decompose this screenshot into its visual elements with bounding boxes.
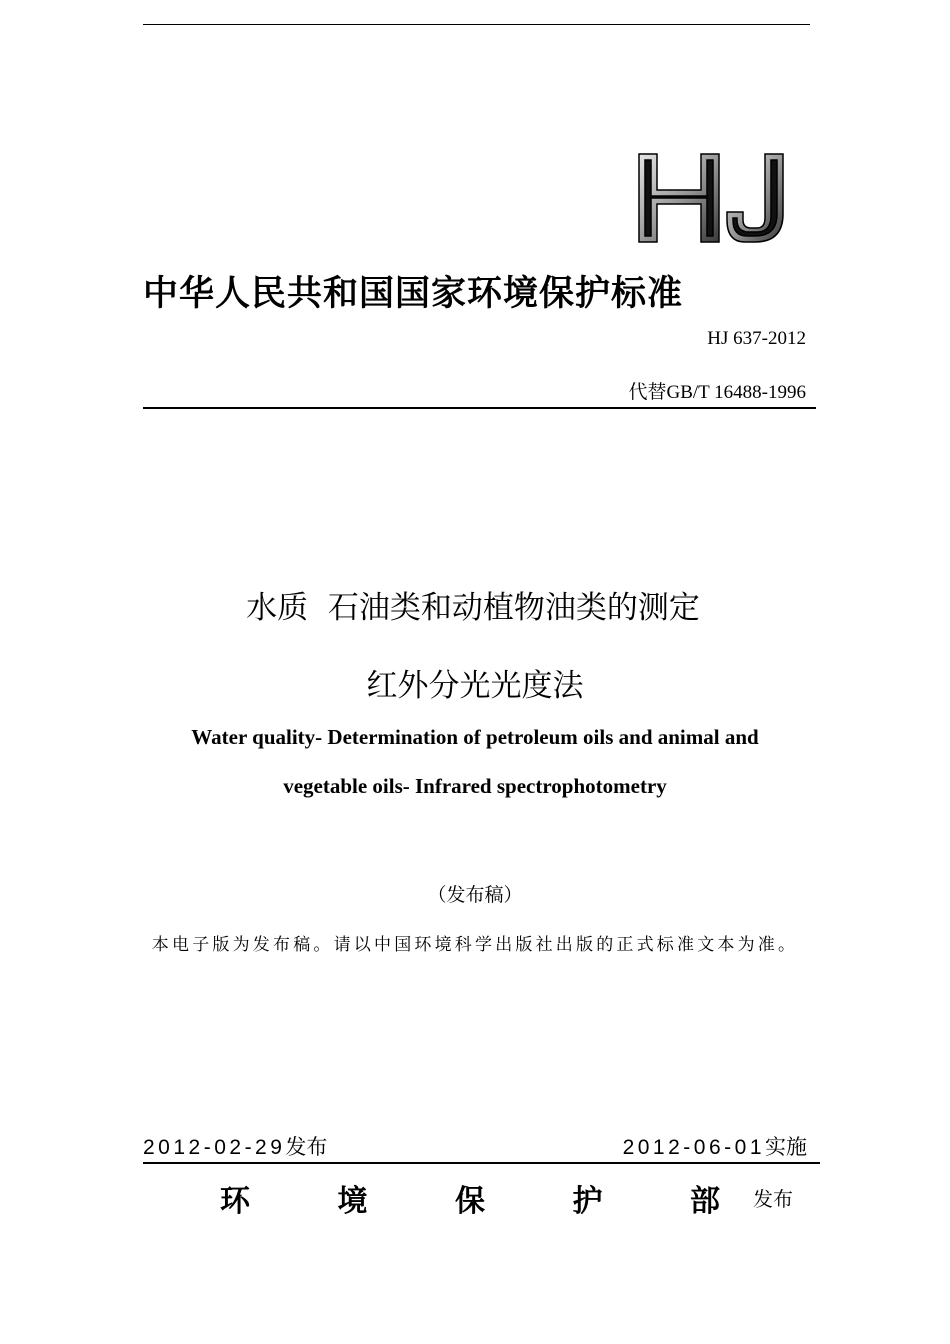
chinese-title-line-2: 红外分光光度法 xyxy=(366,668,584,704)
implementation-date-suffix: 实施 xyxy=(765,1135,807,1159)
chinese-title-line-1: 水质 石油类和动植物油类的测定 xyxy=(246,590,700,626)
implementation-date-value: 2012-06-01 xyxy=(622,1136,765,1159)
top-rule xyxy=(143,24,810,25)
implementation-date xyxy=(623,1131,807,1161)
edition-note: 本电子版为发布稿。请以中国环境科学出版社出版的正式标准文本为准。 xyxy=(151,935,799,955)
publisher-char: 护 xyxy=(572,1184,603,1219)
english-title-line-2: vegetable oils- Infrared spectrophotometry xyxy=(283,774,667,798)
issue-date-suffix: 发布 xyxy=(285,1135,328,1159)
issue-date-value: 2012-02-29 xyxy=(143,1136,286,1159)
standard-category-title: 中华人民共和国国家环境保护标准 xyxy=(143,274,684,314)
draft-label: （发布稿） xyxy=(427,884,523,906)
hj-logo xyxy=(637,152,801,244)
publisher-char: 境 xyxy=(337,1184,368,1219)
publisher-suffix: 发布 xyxy=(753,1187,793,1211)
replaces-standard: 代替GB/T 16488-1996 xyxy=(628,382,806,403)
footer-rule xyxy=(143,1162,820,1164)
publisher-name xyxy=(220,1176,720,1220)
standard-number: HJ 637-2012 xyxy=(707,328,806,349)
english-title-line-1: Water quality- Determination of petroleum oils and animal and xyxy=(191,725,759,749)
header-rule xyxy=(143,407,816,409)
publisher-char: 保 xyxy=(455,1184,485,1219)
issue-date xyxy=(143,1131,327,1161)
publisher-char: 环 xyxy=(220,1184,250,1219)
publisher-char: 部 xyxy=(690,1184,720,1219)
